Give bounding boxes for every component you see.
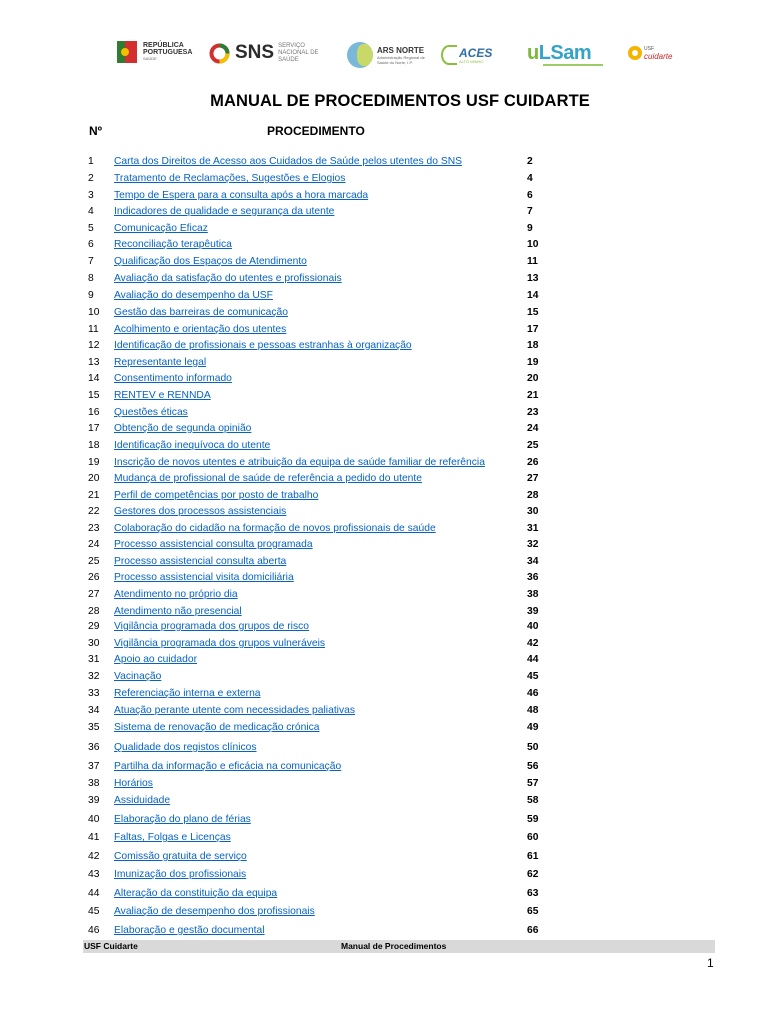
procedure-number: 20 xyxy=(88,473,100,484)
aces-subtitle: ALTO MINHO xyxy=(459,58,484,64)
procedure-link[interactable]: Gestores dos processos assistenciais xyxy=(114,506,287,517)
procedure-link[interactable]: Avaliação de desempenho dos profissionais xyxy=(114,906,315,917)
procedure-number: 43 xyxy=(88,869,100,880)
procedure-link[interactable]: Vacinação xyxy=(114,671,162,682)
ulsam-word: LSam xyxy=(538,42,592,64)
table-row xyxy=(0,570,768,585)
procedure-link[interactable]: Faltas, Folgas e Licenças xyxy=(114,832,231,843)
procedure-number: 7 xyxy=(88,256,94,267)
procedure-number: 29 xyxy=(88,621,100,632)
aces-word: ACES xyxy=(459,45,493,60)
table-row xyxy=(0,587,768,602)
procedure-link[interactable]: Atendimento no próprio dia xyxy=(114,589,238,600)
procedure-link[interactable]: Qualidade dos registos clínicos xyxy=(114,742,257,753)
table-row xyxy=(0,221,768,236)
table-row xyxy=(0,438,768,453)
procedure-page: 56 xyxy=(527,761,539,772)
procedure-link[interactable]: Inscrição de novos utentes e atribuição da equipa de saúde familiar de referência xyxy=(114,457,485,468)
table-row xyxy=(0,686,768,701)
procedure-number: 32 xyxy=(88,671,100,682)
sns-subtitle: SERVIÇO NACIONAL DE SAÚDE xyxy=(278,42,319,63)
table-row xyxy=(0,171,768,186)
table-row xyxy=(0,488,768,503)
procedure-page: 38 xyxy=(527,589,539,600)
procedure-number: 13 xyxy=(88,357,100,368)
procedure-page: 17 xyxy=(527,324,539,335)
table-row xyxy=(0,504,768,519)
procedure-link[interactable]: Consentimento informado xyxy=(114,373,232,384)
procedure-number: 42 xyxy=(88,851,100,862)
cuidarte-sun-icon xyxy=(628,46,642,60)
procedure-number: 44 xyxy=(88,888,100,899)
footer-document-name: Manual de Procedimentos xyxy=(341,941,447,951)
procedure-link[interactable]: Atuação perante utente com necessidades paliativas xyxy=(114,705,355,716)
procedure-link[interactable]: RENTEV e RENNDA xyxy=(114,390,211,401)
table-row xyxy=(0,204,768,219)
procedure-number: 16 xyxy=(88,407,100,418)
procedure-page: 65 xyxy=(527,906,539,917)
procedure-link[interactable]: Gestão das barreiras de comunicação xyxy=(114,307,288,318)
procedure-page: 14 xyxy=(527,290,539,301)
procedure-link[interactable]: Tratamento de Reclamações, Sugestões e Elogios xyxy=(114,173,346,184)
procedure-page: 23 xyxy=(527,407,539,418)
procedure-number: 24 xyxy=(88,539,100,550)
footer-organization: USF Cuidarte xyxy=(84,941,138,951)
procedure-number: 28 xyxy=(88,606,100,617)
procedure-page: 39 xyxy=(527,606,539,617)
procedure-link[interactable]: Perfil de competências por posto de trabalho xyxy=(114,490,319,501)
procedure-page: 6 xyxy=(527,190,533,201)
procedure-link[interactable]: Tempo de Espera para a consulta após a hora marcada xyxy=(114,190,369,201)
procedure-page: 62 xyxy=(527,869,539,880)
procedure-link[interactable]: Horários xyxy=(114,778,153,789)
procedure-number: 10 xyxy=(88,307,100,318)
procedure-page: 34 xyxy=(527,556,539,567)
table-row xyxy=(0,322,768,337)
table-row xyxy=(0,554,768,569)
table-row xyxy=(0,793,768,808)
column-header-procedure: PROCEDIMENTO xyxy=(267,124,365,138)
ars-subtitle: Administração Regional de Saúde do Norte, I.P. xyxy=(377,54,425,65)
procedure-page: 7 xyxy=(527,206,533,217)
procedure-link[interactable]: Referenciação interna e externa xyxy=(114,688,261,699)
procedure-link[interactable]: Vigilância programada dos grupos de risco xyxy=(114,621,309,632)
table-row xyxy=(0,471,768,486)
procedure-number: 12 xyxy=(88,340,100,351)
procedure-number: 25 xyxy=(88,556,100,567)
procedure-number: 3 xyxy=(88,190,94,201)
table-row xyxy=(0,652,768,667)
table-row xyxy=(0,455,768,470)
procedure-page: 57 xyxy=(527,778,539,789)
procedure-link[interactable]: Elaboração do plano de férias xyxy=(114,814,251,825)
sns-logo xyxy=(209,42,322,64)
procedure-number: 14 xyxy=(88,373,100,384)
table-row xyxy=(0,405,768,420)
procedure-number: 21 xyxy=(88,490,100,501)
table-row xyxy=(0,521,768,536)
table-row xyxy=(0,154,768,169)
procedure-page: 15 xyxy=(527,307,539,318)
procedure-link[interactable]: Identificação de profissionais e pessoas estranhas à organização xyxy=(114,340,412,351)
table-row xyxy=(0,355,768,370)
procedure-page: 28 xyxy=(527,490,539,501)
procedure-number: 30 xyxy=(88,638,100,649)
table-row xyxy=(0,923,768,938)
table-row xyxy=(0,812,768,827)
procedure-page: 32 xyxy=(527,539,539,550)
cuidarte-line2: cuidarte xyxy=(644,52,673,61)
procedure-number: 35 xyxy=(88,722,100,733)
procedure-number: 39 xyxy=(88,795,100,806)
table-row xyxy=(0,904,768,919)
footer-bar xyxy=(83,940,715,953)
procedure-number: 40 xyxy=(88,814,100,825)
procedure-number: 37 xyxy=(88,761,100,772)
procedure-link[interactable]: Qualificação dos Espaços de Atendimento xyxy=(114,256,307,267)
table-row xyxy=(0,188,768,203)
table-row xyxy=(0,830,768,845)
procedure-page: 40 xyxy=(527,621,539,632)
procedure-number: 38 xyxy=(88,778,100,789)
procedure-page: 26 xyxy=(527,457,539,468)
procedure-link[interactable]: Partilha da informação e eficácia na comunicação xyxy=(114,761,342,772)
table-row xyxy=(0,388,768,403)
ars-norte-logo xyxy=(347,42,437,68)
procedure-page: 2 xyxy=(527,156,533,167)
procedure-number: 23 xyxy=(88,523,100,534)
procedure-page: 13 xyxy=(527,273,539,284)
procedure-number: 45 xyxy=(88,906,100,917)
table-row xyxy=(0,305,768,320)
procedure-number: 6 xyxy=(88,239,94,250)
document-title: MANUAL DE PROCEDIMENTOS USF CUIDARTE xyxy=(210,92,590,110)
procedure-page: 63 xyxy=(527,888,539,899)
procedure-number: 33 xyxy=(88,688,100,699)
procedure-link[interactable]: Obtenção de segunda opinião xyxy=(114,423,252,434)
ars-norte-icon xyxy=(347,42,373,68)
portugal-flag-icon xyxy=(117,41,137,63)
procedure-page: 45 xyxy=(527,671,539,682)
table-row xyxy=(0,537,768,552)
procedure-number: 19 xyxy=(88,457,100,468)
procedure-link[interactable]: Indicadores de qualidade e segurança da utente xyxy=(114,206,335,217)
procedure-number: 34 xyxy=(88,705,100,716)
table-row xyxy=(0,636,768,651)
page-number: 1 xyxy=(707,956,714,970)
procedure-number: 22 xyxy=(88,506,100,517)
procedure-number: 36 xyxy=(88,742,100,753)
table-row xyxy=(0,271,768,286)
procedure-link[interactable]: Identificação inequívoca do utente xyxy=(114,440,271,451)
procedure-number: 4 xyxy=(88,206,94,217)
sns-word: SNS xyxy=(235,42,275,63)
procedure-page: 66 xyxy=(527,925,539,936)
procedure-number: 17 xyxy=(88,423,100,434)
procedure-page: 19 xyxy=(527,357,539,368)
sns-ring-icon xyxy=(209,43,230,64)
procedure-number: 26 xyxy=(88,572,100,583)
procedure-link[interactable]: Processo assistencial consulta programada xyxy=(114,539,313,550)
procedure-link[interactable]: Mudança de profissional de saúde de referência a pedido do utente xyxy=(114,473,422,484)
usf-cuidarte-logo xyxy=(628,46,672,60)
table-row xyxy=(0,371,768,386)
procedure-link[interactable]: Processo assistencial visita domiciliária xyxy=(114,572,294,583)
procedure-link[interactable]: Carta dos Direitos de Acesso aos Cuidados de Saúde pelos utentes do SNS xyxy=(114,156,463,167)
procedure-page: 20 xyxy=(527,373,539,384)
table-row xyxy=(0,604,768,619)
procedure-number: 46 xyxy=(88,925,100,936)
procedure-page: 48 xyxy=(527,705,539,716)
table-row xyxy=(0,849,768,864)
procedure-number: 5 xyxy=(88,223,94,234)
procedure-page: 25 xyxy=(527,440,539,451)
procedure-link[interactable]: Vigilância programada dos grupos vulneráveis xyxy=(114,638,326,649)
cuidarte-line1: USF xyxy=(644,46,654,52)
procedure-number: 8 xyxy=(88,273,94,284)
table-row xyxy=(0,669,768,684)
aces-arc-icon xyxy=(441,45,457,65)
procedure-page: 50 xyxy=(527,742,539,753)
republica-portuguesa-logo xyxy=(117,41,192,63)
procedure-page: 36 xyxy=(527,572,539,583)
procedure-page: 61 xyxy=(527,851,539,862)
procedure-page: 21 xyxy=(527,390,539,401)
table-row xyxy=(0,619,768,634)
procedure-page: 59 xyxy=(527,814,539,825)
procedure-link[interactable]: Atendimento não presencial xyxy=(114,606,242,617)
procedure-page: 11 xyxy=(527,256,538,267)
table-row xyxy=(0,740,768,755)
procedure-page: 30 xyxy=(527,506,539,517)
procedure-number: 1 xyxy=(88,156,94,167)
procedure-link[interactable]: Acolhimento e orientação dos utentes xyxy=(114,324,287,335)
ulsam-underline xyxy=(543,64,603,66)
procedure-page: 49 xyxy=(527,722,539,733)
procedure-link[interactable]: Representante legal xyxy=(114,357,207,368)
procedure-link[interactable]: Reconciliação terapêutica xyxy=(114,239,232,250)
procedure-page: 31 xyxy=(527,523,539,534)
republica-line3: SAÚDE xyxy=(143,56,157,61)
table-row xyxy=(0,776,768,791)
procedure-link[interactable]: Colaboração do cidadão na formação de novos profissionais de saúde xyxy=(114,523,436,534)
aces-logo xyxy=(441,45,492,65)
procedure-number: 9 xyxy=(88,290,94,301)
table-row xyxy=(0,288,768,303)
procedure-link[interactable]: Assiduidade xyxy=(114,795,171,806)
table-row xyxy=(0,237,768,252)
table-row xyxy=(0,254,768,269)
ulsam-prefix: u xyxy=(527,42,539,64)
procedure-page: 18 xyxy=(527,340,539,351)
table-row xyxy=(0,867,768,882)
table-row xyxy=(0,338,768,353)
procedure-page: 44 xyxy=(527,654,539,665)
procedure-page: 46 xyxy=(527,688,539,699)
table-row xyxy=(0,703,768,718)
procedure-link[interactable]: Sistema de renovação de medicação crónica xyxy=(114,722,320,733)
procedure-number: 15 xyxy=(88,390,100,401)
procedure-number: 27 xyxy=(88,589,100,600)
procedure-page: 24 xyxy=(527,423,539,434)
procedure-link[interactable]: Comissão gratuita de serviço xyxy=(114,851,247,862)
procedure-link[interactable]: Apoio ao cuidador xyxy=(114,654,198,665)
procedure-number: 2 xyxy=(88,173,94,184)
ulsam-logo xyxy=(527,43,591,63)
ars-word: ARS NORTE xyxy=(377,45,425,55)
procedure-link[interactable]: Elaboração e gestão documental xyxy=(114,925,265,936)
procedure-page: 9 xyxy=(527,223,533,234)
procedure-link[interactable]: Comunicação Eficaz xyxy=(114,223,208,234)
procedure-number: 18 xyxy=(88,440,100,451)
procedure-link[interactable]: Avaliação do desempenho da USF xyxy=(114,290,273,301)
table-row xyxy=(0,421,768,436)
procedure-number: 41 xyxy=(88,832,100,843)
table-row xyxy=(0,720,768,735)
procedure-link[interactable]: Alteração da constituição da equipa xyxy=(114,888,278,899)
table-row xyxy=(0,886,768,901)
procedure-page: 42 xyxy=(527,638,539,649)
republica-line1: REPÚBLICA xyxy=(143,42,184,49)
procedure-link[interactable]: Avaliação da satisfação do utentes e profissionais xyxy=(114,273,342,284)
procedure-link[interactable]: Questões éticas xyxy=(114,407,188,418)
column-header-number: Nº xyxy=(89,124,103,138)
procedure-link[interactable]: Imunização dos profissionais xyxy=(114,869,247,880)
procedure-number: 31 xyxy=(88,654,100,665)
procedure-page: 27 xyxy=(527,473,539,484)
procedure-page: 60 xyxy=(527,832,539,843)
procedure-number: 11 xyxy=(88,324,99,335)
procedure-page: 4 xyxy=(527,173,533,184)
procedure-page: 10 xyxy=(527,239,539,250)
procedure-link[interactable]: Processo assistencial consulta aberta xyxy=(114,556,287,567)
table-row xyxy=(0,759,768,774)
procedure-page: 58 xyxy=(527,795,539,806)
republica-line2: PORTUGUESA xyxy=(143,49,193,56)
